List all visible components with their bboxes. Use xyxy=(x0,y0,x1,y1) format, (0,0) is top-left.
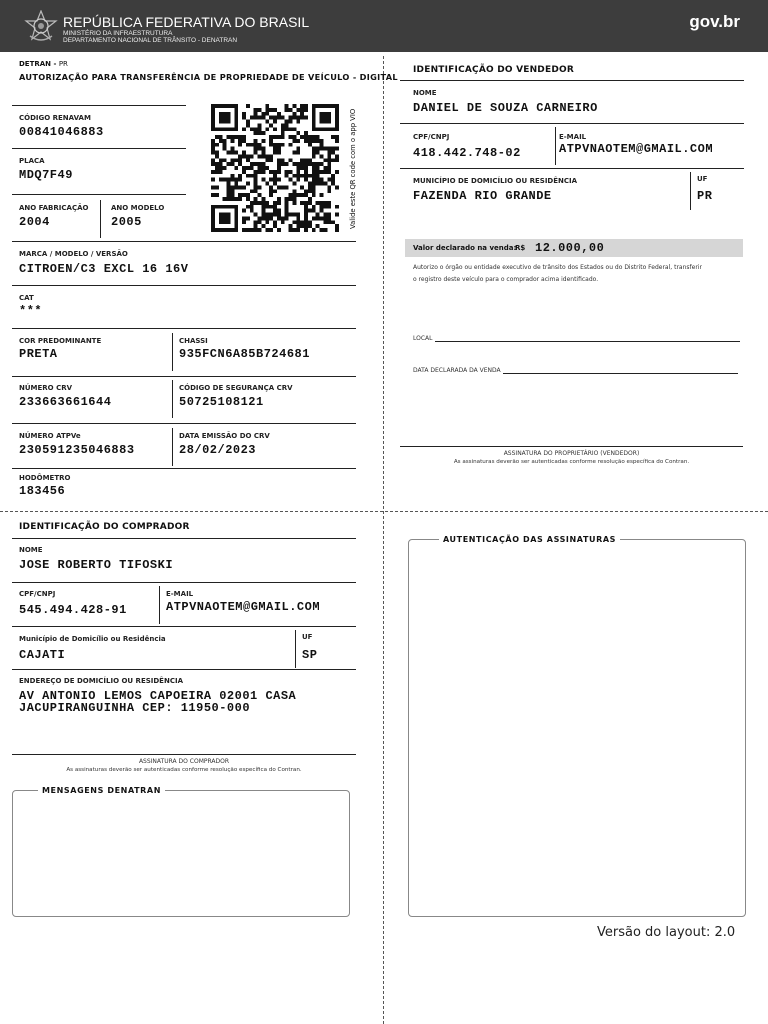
seller-uf-label: UF xyxy=(697,175,708,183)
buyer-uf-label: UF xyxy=(302,633,313,641)
seller-cpf-value: 418.442.748-02 xyxy=(413,146,521,160)
autenticacao-title: AUTENTICAÇÃO DAS ASSINATURAS xyxy=(439,535,620,544)
detran-label: DETRAN - PR xyxy=(19,60,68,68)
valor-currency: R$ xyxy=(515,244,526,252)
buyer-email-value: ATPVNAOTEM@GMAIL.COM xyxy=(166,600,321,614)
numero-crv-value: 233663661644 xyxy=(19,395,112,409)
buyer-municipio-label: Município de Domicílio ou Residência xyxy=(19,635,166,643)
marca-value: CITROEN/C3 EXCL 16 16V xyxy=(19,262,189,276)
ano-fabricacao-label: ANO FABRICAÇÃO xyxy=(19,204,89,212)
autenticacao-box xyxy=(408,539,746,917)
cat-value: *** xyxy=(19,304,43,318)
buyer-email-label: E-MAIL xyxy=(166,590,194,598)
buyer-uf-value: SP xyxy=(302,648,318,662)
renavam-label: CÓDIGO RENAVAM xyxy=(19,114,91,122)
buyer-municipio-value: CAJATI xyxy=(19,648,66,662)
data-venda-input-line[interactable] xyxy=(503,373,738,374)
codigo-seguranca-label: CÓDIGO DE SEGURANÇA CRV xyxy=(179,384,293,392)
buyer-endereco-line-1: AV ANTONIO LEMOS CAPOEIRA 02001 CASA xyxy=(19,689,297,703)
seller-signature-note: As assinaturas deverão ser autenticadas conforme resolução específica do Contran. xyxy=(453,459,690,465)
qr-code[interactable] xyxy=(208,104,342,232)
data-emissao-label: DATA EMISSÃO DO CRV xyxy=(179,432,270,440)
local-input-line[interactable] xyxy=(435,341,740,342)
gov-br-logo[interactable]: gov.br xyxy=(689,12,740,31)
layout-version: Versão do layout: 2.0 xyxy=(597,925,736,940)
hodometro-value: 183456 xyxy=(19,484,66,498)
buyer-cpf-value: 545.494.428-91 xyxy=(19,603,127,617)
valor-value: 12.000,00 xyxy=(535,241,605,255)
department-label: DEPARTAMENTO NACIONAL DE TRÂNSITO - DENATRAN xyxy=(63,37,238,44)
seller-section-title: IDENTIFICAÇÃO DO VENDEDOR xyxy=(413,65,574,75)
local-label: LOCAL xyxy=(413,335,433,342)
seller-email-label: E-MAIL xyxy=(559,133,587,141)
document-title: AUTORIZAÇÃO PARA TRANSFERÊNCIA DE PROPRIEDADE DE VEÍCULO - DIGITAL xyxy=(19,72,398,82)
valor-label: Valor declarado na venda: xyxy=(413,244,517,252)
mensagens-denatran-box xyxy=(12,790,350,917)
cor-value: PRETA xyxy=(19,347,58,361)
cat-label: CAT xyxy=(19,294,34,302)
vertical-cut-line xyxy=(383,56,384,1024)
codigo-seguranca-value: 50725108121 xyxy=(179,395,264,409)
qr-caption: Valide este QR code com o app VIO xyxy=(349,108,357,229)
seller-cpf-label: CPF/CNPJ xyxy=(413,133,450,141)
marca-label: MARCA / MODELO / VERSÃO xyxy=(19,250,128,258)
qr-caption-container xyxy=(349,109,359,229)
buyer-endereco-label: ENDEREÇO DE DOMICÍLIO OU RESIDÊNCIA xyxy=(19,677,183,685)
seller-signature-label: ASSINATURA DO PROPRIETÁRIO (VENDEDOR) xyxy=(503,450,640,457)
page-header xyxy=(0,0,768,52)
ano-modelo-label: ANO MODELO xyxy=(111,204,165,212)
hodometro-label: HODÔMETRO xyxy=(19,474,71,482)
seller-signature-line[interactable] xyxy=(400,446,743,447)
buyer-section-title: IDENTIFICAÇÃO DO COMPRADOR xyxy=(19,522,190,532)
buyer-cpf-label: CPF/CNPJ xyxy=(19,590,56,598)
renavam-value: 00841046883 xyxy=(19,125,104,139)
ministry-label: MINISTÉRIO DA INFRAESTRUTURA xyxy=(63,30,173,37)
buyer-signature-line[interactable] xyxy=(12,754,356,755)
cor-label: COR PREDOMINANTE xyxy=(19,337,102,345)
chassi-label: CHASSI xyxy=(179,337,208,345)
buyer-signature-note: As assinaturas deverão ser autenticadas conforme resolução específica do Contran. xyxy=(66,767,302,773)
data-emissao-value: 28/02/2023 xyxy=(179,443,257,457)
valor-declarado-bar xyxy=(405,239,743,257)
mensagens-denatran-title: MENSAGENS DENATRAN xyxy=(38,786,165,795)
brazil-coat-of-arms-icon xyxy=(24,10,58,44)
numero-atpv-value: 230591235046883 xyxy=(19,443,135,457)
data-venda-label: DATA DECLARADA DA VENDA xyxy=(413,367,501,374)
seller-uf-value: PR xyxy=(697,189,713,203)
seller-nome-label: NOME xyxy=(413,89,437,97)
buyer-nome-value: JOSE ROBERTO TIFOSKI xyxy=(19,558,174,572)
seller-municipio-value: FAZENDA RIO GRANDE xyxy=(413,189,552,203)
seller-municipio-label: MUNICÍPIO DE DOMICÍLIO OU RESIDÊNCIA xyxy=(413,177,578,185)
republic-title: REPÚBLICA FEDERATIVA DO BRASIL xyxy=(63,14,310,30)
placa-value: MDQ7F49 xyxy=(19,168,73,182)
chassi-value: 935FCN6A85B724681 xyxy=(179,347,310,361)
ano-fabricacao-value: 2004 xyxy=(19,215,50,229)
buyer-endereco-line-2: JACUPIRANGUINHA CEP: 11950-000 xyxy=(19,701,251,715)
numero-atpv-label: NÚMERO ATPVe xyxy=(19,432,81,440)
ano-modelo-value: 2005 xyxy=(111,215,142,229)
seller-nome-value: DANIEL DE SOUZA CARNEIRO xyxy=(413,101,598,115)
horizontal-cut-line xyxy=(0,511,768,512)
buyer-signature-label: ASSINATURA DO COMPRADOR xyxy=(138,758,230,765)
buyer-nome-label: NOME xyxy=(19,546,43,554)
numero-crv-label: NÚMERO CRV xyxy=(19,384,73,392)
autorizo-text-2: o registro deste veículo para o comprador acima identificado. xyxy=(413,276,599,283)
placa-label: PLACA xyxy=(19,157,45,165)
autorizo-text-1: Autorizo o órgão ou entidade executivo de trânsito dos Estados ou do Distrito Federal, transferir xyxy=(413,264,702,271)
seller-email-value: ATPVNAOTEM@GMAIL.COM xyxy=(559,142,714,156)
